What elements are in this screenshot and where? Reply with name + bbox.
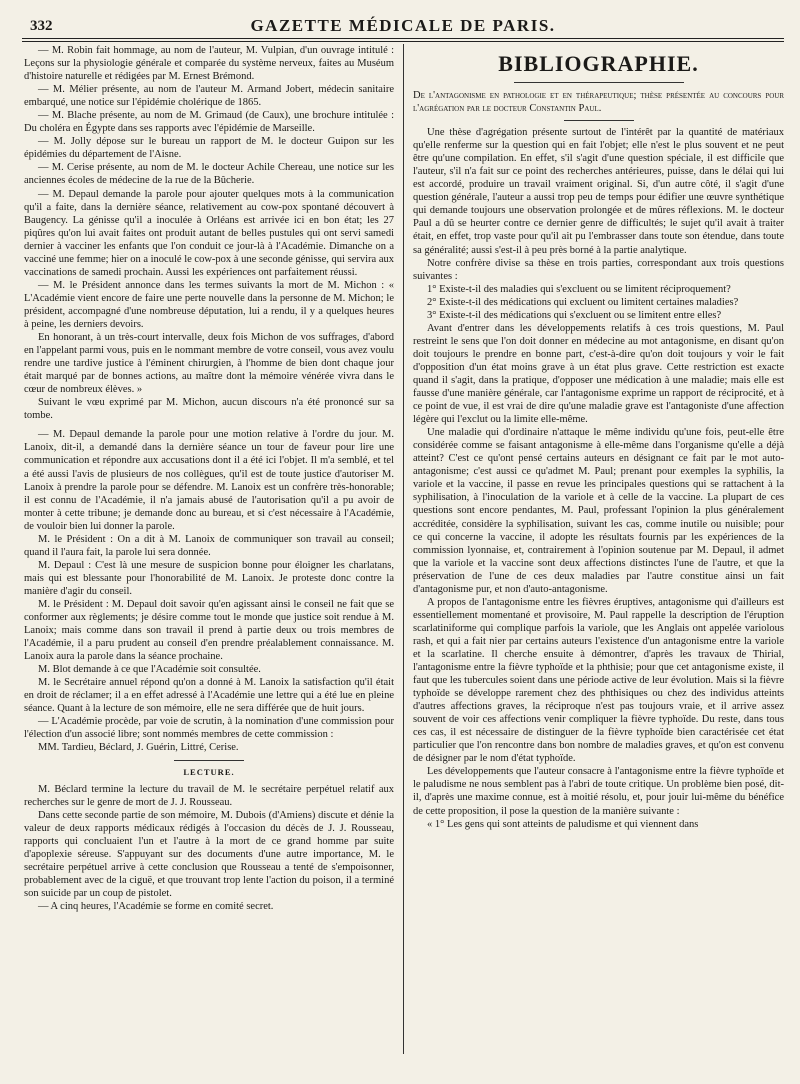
header-rule (22, 38, 784, 39)
paragraph: Avant d'entrer dans les développements relatifs à ces trois questions, M. Paul restreint le sens que l'on doit donner en médecine au mot antagonisme, en disant qu'on doit toujours le prendre en bonne part, c'est-à-dire qu'on doit toujours y voir le fait d'opposition d'un état moins grave à un état plus grave. Cette restriction est exacte quand il s'agit, dans la pratique, d'opposer une médication à une maladie; mais elle est fausse d'une manière générale, car l'antagonisme exprime un rapport de réciprocité, et à ce point de vue, il est vrai de dire qu'une maladie grave est l'antagoniste d'une affection légère qui l'exclut ou la limite elle-même. (413, 322, 784, 426)
right-column (413, 44, 784, 1079)
paragraph: A propos de l'antagonisme entre les fièvres éruptives, antagonisme qui d'ailleurs est essentiellement momentané et provisoire, M. Paul rappelle la description de l'éruption scarlatiniforme qui complique parfois la variole, que les Anglais ont appelée variolous rash, et qui a fait nier par certains auteurs l'existence d'un antagonisme entre la variole et la scarlatine. Il cherche ensuite à démontrer, d'après les travaux de Thirial, l'antagonisme entre la fièvre typhoïde et la phthisie; pour que cet antagonisme existe, il faut que les tubercules soient dans une période active de leur évolution. Mais si la fièvre typhoïde se développe rarement chez des phthisiques ou chez des individus atteints d'autres affections graves, la réciproque n'est pas toujours vraie, et il arrive assez souvent de voir ces affections venir compliquer la fièvre typhoïde. Du reste, dans tous ces cas, il est nécessaire de distinguer de la fièvre typhoïde bien caractérisée cet état particulier que l'on rencontre dans bon nombre de maladies graves, et qu'on est convenu de désigner par le nom d'état typhoïde. (413, 596, 784, 765)
paragraph: Les développements que l'auteur consacre à l'antagonisme entre la fièvre typhoïde et le paludisme ne nous semblent pas à l'abri de toute critique. Un problème bien posé, dit-il, d'après une maxime connue, est à moitié résolu, et, pour jouir lui-même du bénéfice de cette proposition, il pose la question de la manière suivante : (413, 766, 784, 817)
paragraph: — M. Blache présente, au nom de M. Grimaud (de Caux), une brochure intitulée : Du choléra en Égypte dans ses rapports avec l'épidémie de Marseille. (24, 110, 394, 135)
page-header (22, 10, 784, 40)
paragraph: M. Blot demande à ce que l'Académie soit consultée. (38, 664, 261, 676)
question-item: 2° Existe-t-il des médications qui excluent ou limitent certaines maladies? (427, 296, 739, 308)
paragraph: — M. Mélier présente, au nom de l'auteur M. Armand Jobert, médecin sanitaire embarqué, une notice sur l'épidémie cholérique de 1865. (24, 84, 394, 109)
paragraph: — M. Cerise présente, au nom de M. le docteur Achile Chereau, une notice sur les anciennes écoles de médecine de la rue de la Bûcherie. (24, 162, 394, 187)
review-subject: De l'antagonisme en pathologie et en thérapeutique; thèse présentée au concours pour l'agrégation par le docteur Constantin Paul. (413, 90, 784, 115)
question-item: 3° Existe-t-il des médications qui s'excluent ou se limitent entre elles? (427, 309, 722, 321)
column-separator (403, 44, 404, 1054)
paragraph: En honorant, à un très-court intervalle, deux fois Michon de vos suffrages, d'abord en l'appelant parmi vous, puis en le nommant membre de votre conseil, vous avez voulu rendre une tardive justice à l'éminent chirurgien, à l'homme de bien dont chaque jour était marqué par de bonnes actions, au maître dont la mémoire vénérée vivra dans le cœur de nombreux élèves. » (24, 332, 394, 396)
paragraph: M. le Président : M. Depaul doit savoir qu'en agissant ainsi le conseil ne fait que se conformer aux règlements; je désire comme tout le monde que justice soit rendue à M. Lanoix; mais comme dans son travail il prend à partie deux ou trois membres de l'Académie, il a paru prudent au conseil d'en prendre préalablement connaissance. M. Lanoix aura la parole dans la séance prochaine. (24, 598, 394, 663)
paragraph: M. Depaul : C'est là une mesure de suspicion bonne pour éloigner les charlatans, mais qui est blessante pour l'honorabilité de M. Lanoix. Je proteste donc contre la manière d'agir du conseil. (24, 559, 394, 597)
paragraph: — M. Robin fait hommage, au nom de l'auteur, M. Vulpian, d'un ouvrage intitulé : Leçons sur la physiologie générale et comparée du système nerveux, faites au Muséum d'histoire naturelle et rédigées par M. Ernest Brémond. (24, 45, 394, 83)
section-heading: LECTURE. (183, 766, 235, 777)
paragraph: — M. Depaul demande la parole pour une motion relative à l'ordre du jour. M. Lanoix, dit-il, a demandé dans la dernière séance un tour de faveur pour lire une communication et répondre aux accusations dont il a été ici l'objet. Il m'a semblé, et tel a été aussi l'avis de plusieurs de nos collègues, qu'il est de toute justice d'autoriser M. Lanoix à prendre la parole pour se défendre. M. Lanoix est un confrère très-honorable; il est connu de l'Académie, il n'a jamais abusé de l'autorisation qu'il a pu avoir de monter à cette tribune; je demande donc au bureau, et si c'est nécessaire à l'Académie, de vouloir bien lui donner la parole. (24, 429, 394, 532)
header-rule-thin (22, 41, 784, 42)
page-number: 332 (30, 18, 53, 34)
section-title: BIBLIOGRAPHIE. (498, 51, 699, 76)
paragraph: Notre confrère divise sa thèse en trois parties, correspondant aux trois questions suivantes : (413, 257, 784, 282)
paragraph: M. le Secrétaire annuel répond qu'on a donné à M. Lanoix la satisfaction qu'il était en droit de réclamer; il a en effet adressé à l'Académie une lettre qui a été lue en pleine séance. Quant à la lecture de son mémoire, elle ne sera différée que de huit jours. (24, 677, 394, 715)
divider (564, 120, 634, 121)
divider (174, 760, 244, 761)
left-column (24, 44, 394, 1054)
paragraph: Une thèse d'agrégation présente surtout de l'intérêt par la quantité de matériaux qu'elle renferme sur la question qui en fait l'objet; elle n'est le plus souvent et ne peut être qu'une compilation. En effet, s'il s'agit d'une question spéciale, il est difficile que l'auteur, s'il n'a fait sur ce point des recherches antérieures, puisse, dans le délai qui lui est accordé, produire un travail vraiment original. Si, d'un autre côté, il s'agit d'une question générale, l'auteur a aussi trop peu de temps pour édifier une œuvre synthétique qui demande toujours une observation prolongée et de mûres réflexions. M. le docteur Paul a dû se heurter contre ce dernier genre de difficultés; le sujet qu'il avait à traiter était, en effet, trop vaste pour qu'il ait pu l'embrasser dans toute son étendue, dans toute sa généralité; aussi s'est-il à peu près borné à la partie analytique. (413, 127, 784, 256)
paragraph: — M. Jolly dépose sur le bureau un rapport de M. le docteur Guipon sur les épidémies du département de l'Aisne. (24, 136, 394, 161)
paragraph: « 1° Les gens qui sont atteints de paludisme et qui viennent dans (427, 818, 699, 830)
paragraph: Une maladie qui d'ordinaire n'attaque le même individu qu'une fois, peut-elle être considérée comme se faisant antagonisme à elle-même dans l'organisme qu'elle a déjà atteint? C'est ce qu'ont pensé certains auteurs en désignant ce fait par le mot auto-antagonisme; c'est aussi ce qu'admet M. Paul; prenant pour exemples la syphilis, la variole et la vaccine, il passe en revue les principales questions qui se rattachent à la syphilisation, à l'inoculation de la variole et à celle de la vaccine. La plupart de ces questions sont encore pendantes, M. Paul, professant l'opinion la plus généralement accréditée, considère la syphilisation, suivant les cas, comme inutile ou nuisible; pour ce qui concerne la vaccine, il adopte les résultats fournis par les expériences de la commission lyonnaise, et, contrairement à l'opinion soutenue par M. Depaul, il admet que la variole et la vaccine sont deux affections distinctes l'une de l'autre, et que la préservation de l'une de ces deux maladies par l'autre constitue ainsi un fait d'antagonisme pur, et non d'auto-antagonisme. (413, 427, 784, 595)
paragraph: — A cinq heures, l'Académie se forme en comité secret. (38, 901, 274, 912)
paragraph: — L'Académie procède, par voie de scrutin, à la nomination d'une commission pour l'élection d'un associé libre; sont nommés membres de cette commission : (24, 716, 394, 741)
question-item: 1° Existe-t-il des maladies qui s'excluent ou se limitent réciproquement? (427, 283, 731, 295)
commission-members: MM. Tardieu, Béclard, J. Guérin, Littré, Cerise. (38, 742, 239, 754)
running-title: GAZETTE MÉDICALE DE PARIS. (250, 16, 556, 35)
paragraph: M. le Président : On a dit à M. Lanoix de communiquer son travail au conseil; quand il l'aura fait, la parole lui sera donnée. (24, 533, 394, 558)
paragraph: — M. Depaul demande la parole pour ajouter quelques mots à la communication qu'il a faite, dans la dernière séance, relativement au cow-pox spontané découvert à Baugency. La génisse qu'il a inoculée à Orléans est arrivée ici en bon état; les 27 piqûres qu'on lui avait faites ont produit autant de belles pustules qui ont servi samedi dernier à vacciner les enfants que l'on conduit ce jour-là à l'Académie. Dimanche on a vacciné une femme; hier on a inoculé le cow-pox à une seconde génisse, qui servira aux vaccinations de samedi prochain. Aussi les expériences ont parfaitement réussi. (24, 188, 394, 278)
paragraph: Dans cette seconde partie de son mémoire, M. Dubois (d'Amiens) discute et dénie la valeur de deux rapports médicaux rédigés à l'occasion du décès de J. J. Rousseau, rapports qui concluaient l'un et l'autre à la mort de ce grand homme par suite d'apoplexie séreuse. S'appuyant sur des documents d'une autre importance, M. le secrétaire perpétuel arrive à cette conclusion que Rousseau a tenté de s'empoisonner, probablement avec de la ciguë, et que trouvant trop lente l'action du poison, il a terminé son suicide par un coup de pistolet. (24, 809, 394, 899)
paragraph: — M. le Président annonce dans les termes suivants la mort de M. Michon : « L'Académie vient encore de faire une perte nouvelle dans la personne de M. Michon; le président, accompagné d'une nombreuse députation, lui a rendu, il y a quelques heures à peine, les derniers devoirs. (24, 279, 394, 330)
paragraph: M. Béclard termine la lecture du travail de M. le secrétaire perpétuel relatif aux recherches sur le genre de mort de J. J. Rousseau. (24, 783, 394, 808)
paragraph: Suivant le vœu exprimé par M. Michon, aucun discours n'a été prononcé sur sa tombe. (24, 397, 394, 422)
divider (514, 82, 684, 83)
